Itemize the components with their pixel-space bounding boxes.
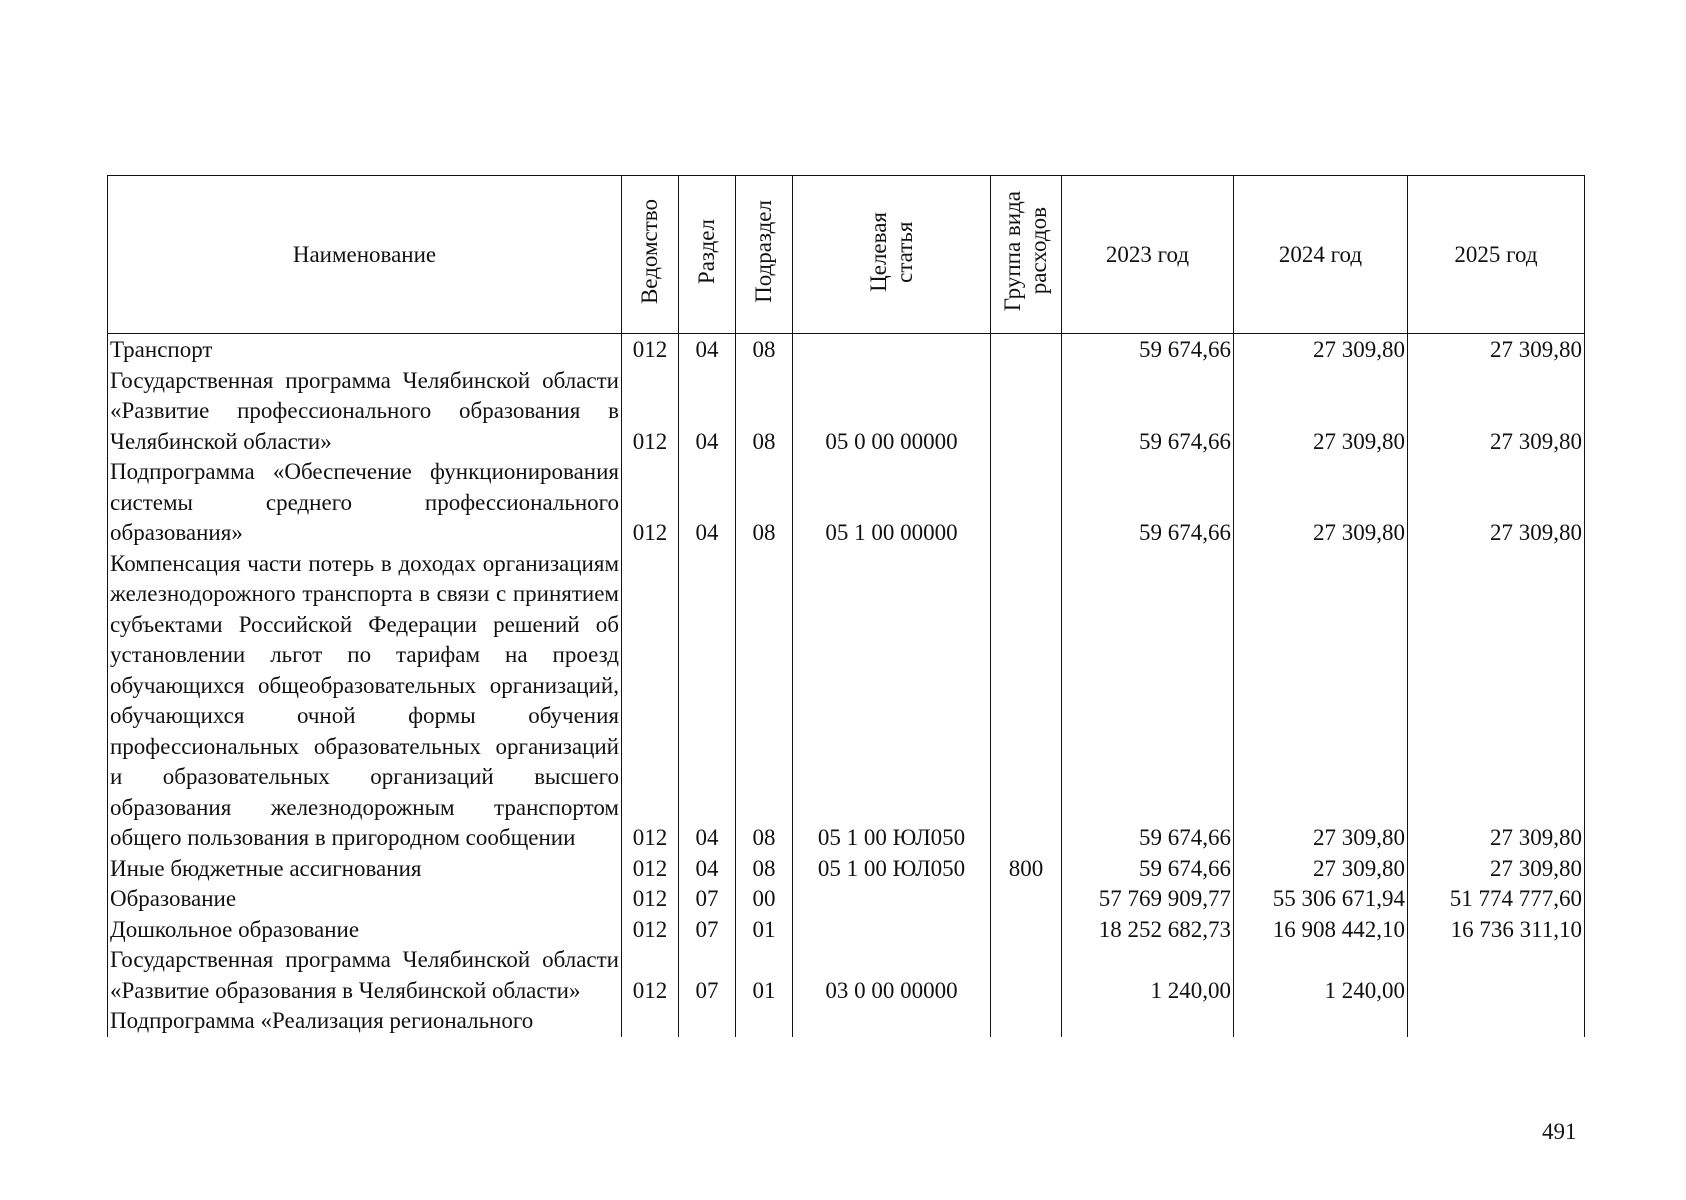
row-amount-2023: 18 252 682,73 xyxy=(1062,915,1234,946)
row-podrazdel: 08 xyxy=(736,457,793,549)
row-celevaya-statya: 05 1 00 ЮЛ050 xyxy=(793,549,991,854)
row-amount-2023: 1 240,00 xyxy=(1062,945,1234,1006)
row-razdel: 04 xyxy=(679,854,736,885)
row-vedomstvo: 012 xyxy=(622,457,679,549)
row-celevaya-statya: 05 1 00 ЮЛ050 xyxy=(793,854,991,885)
row-celevaya-statya xyxy=(793,915,991,946)
row-razdel: 07 xyxy=(679,884,736,915)
row-celevaya-statya xyxy=(793,1006,991,1037)
header-year-2023 xyxy=(1062,176,1234,334)
row-vedomstvo: 012 xyxy=(622,945,679,1006)
row-name: Компенсация части потерь в доходах организациям железнодорожного транспорта в связи с принятием субъектами Российской Федерации решений об установлении льгот по тарифам на проезд обучающихся общеобразовательных организаций, обучающихся очной формы обучения профессиональных образовательных организаций и образовательных организаций высшего образования железнодорожным транспортом общего пользования в пригородном сообщении xyxy=(108,549,622,854)
header-gruppa-label xyxy=(1000,191,1052,311)
row-razdel: 07 xyxy=(679,915,736,946)
row-amount-2024 xyxy=(1234,1006,1408,1037)
row-amount-2025: 27 309,80 xyxy=(1408,366,1585,458)
header-name-label: Наименование xyxy=(292,241,437,267)
table-row xyxy=(108,334,1585,366)
header-row xyxy=(108,176,1585,334)
row-podrazdel: 01 xyxy=(736,915,793,946)
header-year-2025-label: 2025 год xyxy=(1454,241,1538,267)
header-year-2025 xyxy=(1408,176,1585,334)
row-amount-2024: 27 309,80 xyxy=(1234,334,1408,366)
header-vedomstvo-label: Ведомство xyxy=(637,198,662,305)
table-row xyxy=(108,884,1585,915)
header-vedomstvo xyxy=(622,176,679,334)
table-body xyxy=(108,334,1585,1037)
row-vedomstvo: 012 xyxy=(622,549,679,854)
row-vedomstvo: 012 xyxy=(622,334,679,366)
row-amount-2025: 27 309,80 xyxy=(1408,334,1585,366)
row-razdel: 04 xyxy=(679,457,736,549)
row-amount-2024: 1 240,00 xyxy=(1234,945,1408,1006)
row-name: Государственная программа Челябинской области «Развитие профессионального образования в Челябинской области» xyxy=(108,366,622,458)
table-row xyxy=(108,457,1585,549)
header-name xyxy=(108,176,622,334)
row-amount-2025: 16 736 311,10 xyxy=(1408,915,1585,946)
row-vedomstvo: 012 xyxy=(622,884,679,915)
header-gruppa-line2: расходов xyxy=(1026,207,1051,296)
row-amount-2024: 27 309,80 xyxy=(1234,854,1408,885)
budget-table xyxy=(107,175,1585,1037)
table-row xyxy=(108,549,1585,854)
table-row xyxy=(108,915,1585,946)
row-amount-2023: 59 674,66 xyxy=(1062,549,1234,854)
row-celevaya-statya: 05 1 00 00000 xyxy=(793,457,991,549)
row-podrazdel: 01 xyxy=(736,945,793,1006)
row-podrazdel: 08 xyxy=(736,549,793,854)
row-name: Дошкольное образование xyxy=(108,915,622,946)
row-gruppa xyxy=(991,1006,1062,1037)
header-celevaya-line2: статья xyxy=(891,220,917,283)
row-celevaya-statya: 03 0 00 00000 xyxy=(793,945,991,1006)
header-razdel-label: Раздел xyxy=(694,218,719,285)
row-name: Подпрограмма «Реализация регионального xyxy=(108,1006,622,1037)
row-name: Образование xyxy=(108,884,622,915)
row-celevaya-statya xyxy=(793,334,991,366)
header-year-2024 xyxy=(1234,176,1408,334)
row-celevaya-statya xyxy=(793,884,991,915)
header-razdel xyxy=(679,176,736,334)
row-gruppa xyxy=(991,549,1062,854)
row-podrazdel: 08 xyxy=(736,366,793,458)
row-amount-2025: 27 309,80 xyxy=(1408,854,1585,885)
header-year-2024-label: 2024 год xyxy=(1278,241,1363,267)
row-amount-2023 xyxy=(1062,1006,1234,1037)
row-podrazdel: 08 xyxy=(736,854,793,885)
row-gruppa xyxy=(991,457,1062,549)
header-celevaya-line1: Целевая xyxy=(865,211,891,292)
row-amount-2025: 51 774 777,60 xyxy=(1408,884,1585,915)
row-amount-2025 xyxy=(1408,945,1585,1006)
row-gruppa: 800 xyxy=(991,854,1062,885)
row-amount-2023: 59 674,66 xyxy=(1062,334,1234,366)
row-amount-2024: 55 306 671,94 xyxy=(1234,884,1408,915)
page-number: 491 xyxy=(1542,1119,1577,1144)
table-header xyxy=(108,176,1585,334)
row-name: Иные бюджетные ассигнования xyxy=(108,854,622,885)
row-podrazdel: 00 xyxy=(736,884,793,915)
row-amount-2024: 16 908 442,10 xyxy=(1234,915,1408,946)
row-amount-2023: 59 674,66 xyxy=(1062,854,1234,885)
row-amount-2023: 57 769 909,77 xyxy=(1062,884,1234,915)
row-razdel: 04 xyxy=(679,366,736,458)
header-celevaya-statya xyxy=(793,176,991,334)
row-gruppa xyxy=(991,915,1062,946)
row-razdel: 04 xyxy=(679,334,736,366)
header-gruppa-vida-rashodov xyxy=(991,176,1062,334)
header-year-2023-label: 2023 год xyxy=(1105,241,1190,267)
row-podrazdel: 08 xyxy=(736,334,793,366)
row-gruppa xyxy=(991,945,1062,1006)
row-amount-2025: 27 309,80 xyxy=(1408,457,1585,549)
header-podrazdel-label: Подраздел xyxy=(751,200,776,303)
row-amount-2024: 27 309,80 xyxy=(1234,549,1408,854)
row-celevaya-statya: 05 0 00 00000 xyxy=(793,366,991,458)
header-gruppa-line1: Группа вида xyxy=(1000,191,1025,312)
row-gruppa xyxy=(991,334,1062,366)
row-amount-2025: 27 309,80 xyxy=(1408,549,1585,854)
row-razdel: 04 xyxy=(679,549,736,854)
row-name: Подпрограмма «Обеспечение функционирования системы среднего профессионального образования» xyxy=(108,457,622,549)
row-amount-2024: 27 309,80 xyxy=(1234,457,1408,549)
header-celevaya-statya-label xyxy=(866,212,918,292)
row-name: Транспорт xyxy=(108,334,622,366)
row-vedomstvo: 012 xyxy=(622,366,679,458)
row-name: Государственная программа Челябинской области «Развитие образования в Челябинской области» xyxy=(108,945,622,1006)
table-row xyxy=(108,1006,1585,1037)
row-vedomstvo: 012 xyxy=(622,915,679,946)
row-amount-2023: 59 674,66 xyxy=(1062,457,1234,549)
row-razdel: 07 xyxy=(679,945,736,1006)
row-podrazdel xyxy=(736,1006,793,1037)
row-amount-2024: 27 309,80 xyxy=(1234,366,1408,458)
table-row xyxy=(108,366,1585,458)
row-amount-2023: 59 674,66 xyxy=(1062,366,1234,458)
header-podrazdel xyxy=(736,176,793,334)
row-vedomstvo: 012 xyxy=(622,854,679,885)
row-razdel xyxy=(679,1006,736,1037)
table-row xyxy=(108,945,1585,1006)
row-vedomstvo xyxy=(622,1006,679,1037)
row-gruppa xyxy=(991,884,1062,915)
row-gruppa xyxy=(991,366,1062,458)
row-amount-2025 xyxy=(1408,1006,1585,1037)
table-row xyxy=(108,854,1585,885)
